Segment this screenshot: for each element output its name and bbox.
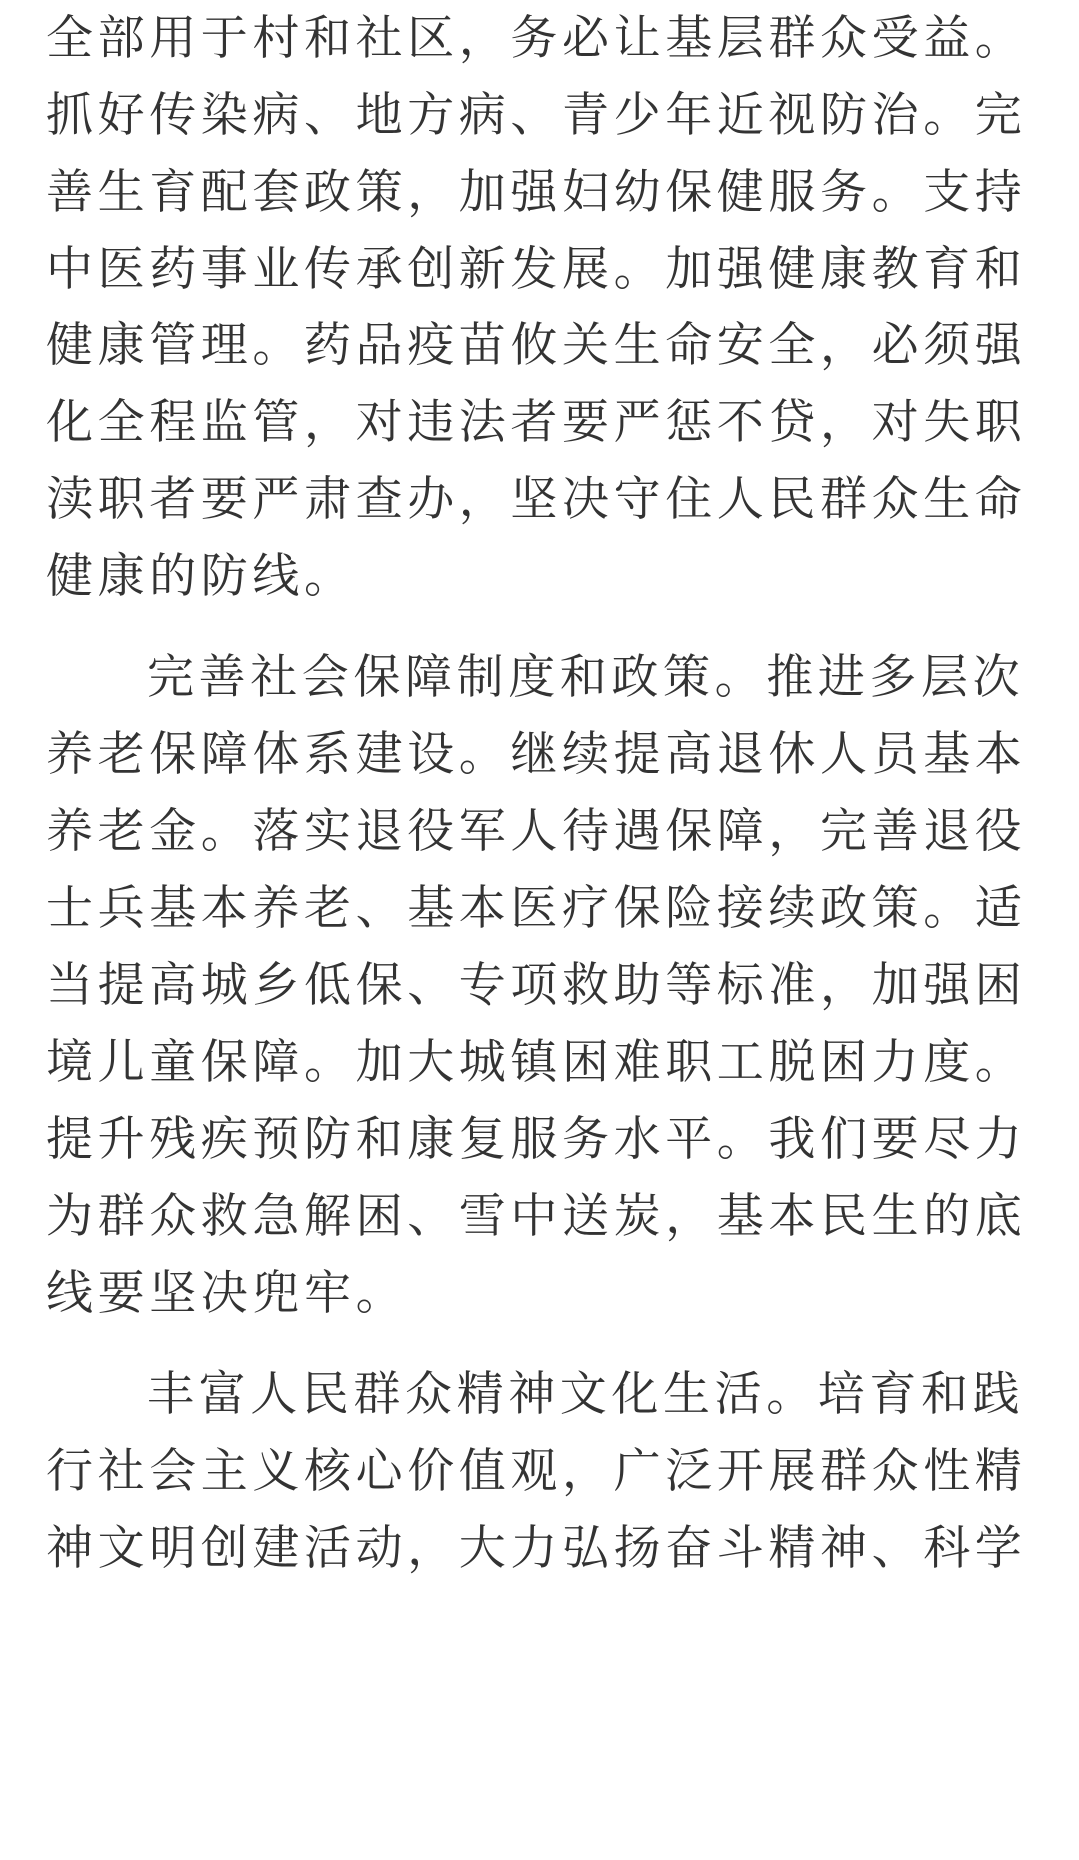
- text-line: 健康的防线。: [46, 549, 356, 604]
- text-line: 神文明创建活动，大力弘扬奋斗精神、科学: [46, 1521, 1027, 1576]
- text-line: 抓好传染病、地方病、青少年近视防治。完: [46, 88, 1027, 143]
- text-line: 全部用于村和社区，务必让基层群众受益。: [46, 11, 1027, 66]
- text-line: 士兵基本养老、基本医疗保险接续政策。适: [46, 881, 1027, 936]
- text-line: 为群众救急解困、雪中送炭，基本民生的底: [46, 1189, 1027, 1244]
- text-line: 渎职者要严肃查办，坚决守住人民群众生命: [46, 472, 1027, 527]
- text-line: 境儿童保障。加大城镇困难职工脱困力度。: [46, 1035, 1027, 1090]
- text-line: 当提高城乡低保、专项救助等标准，加强困: [46, 958, 1027, 1013]
- text-line: 养老金。落实退役军人待遇保障，完善退役: [46, 804, 1027, 859]
- text-line: 化全程监管，对违法者要严惩不贷，对失职: [46, 395, 1027, 450]
- text-line: 提升残疾预防和康复服务水平。我们要尽力: [46, 1112, 1027, 1167]
- text-line: 善生育配套政策，加强妇幼保健服务。支持: [46, 165, 1027, 220]
- text-line: 丰富人民群众精神文化生活。培育和践: [147, 1367, 1025, 1422]
- text-line: 线要坚决兜牢。: [46, 1266, 408, 1321]
- text-line: 健康管理。药品疫苗攸关生命安全，必须强: [46, 318, 1027, 373]
- text-line: 中医药事业传承创新发展。加强健康教育和: [46, 242, 1027, 297]
- text-line: 行社会主义核心价值观，广泛开展群众性精: [46, 1444, 1027, 1499]
- text-line: 养老保障体系建设。继续提高退休人员基本: [46, 727, 1027, 782]
- text-line: 完善社会保障制度和政策。推进多层次: [147, 650, 1025, 705]
